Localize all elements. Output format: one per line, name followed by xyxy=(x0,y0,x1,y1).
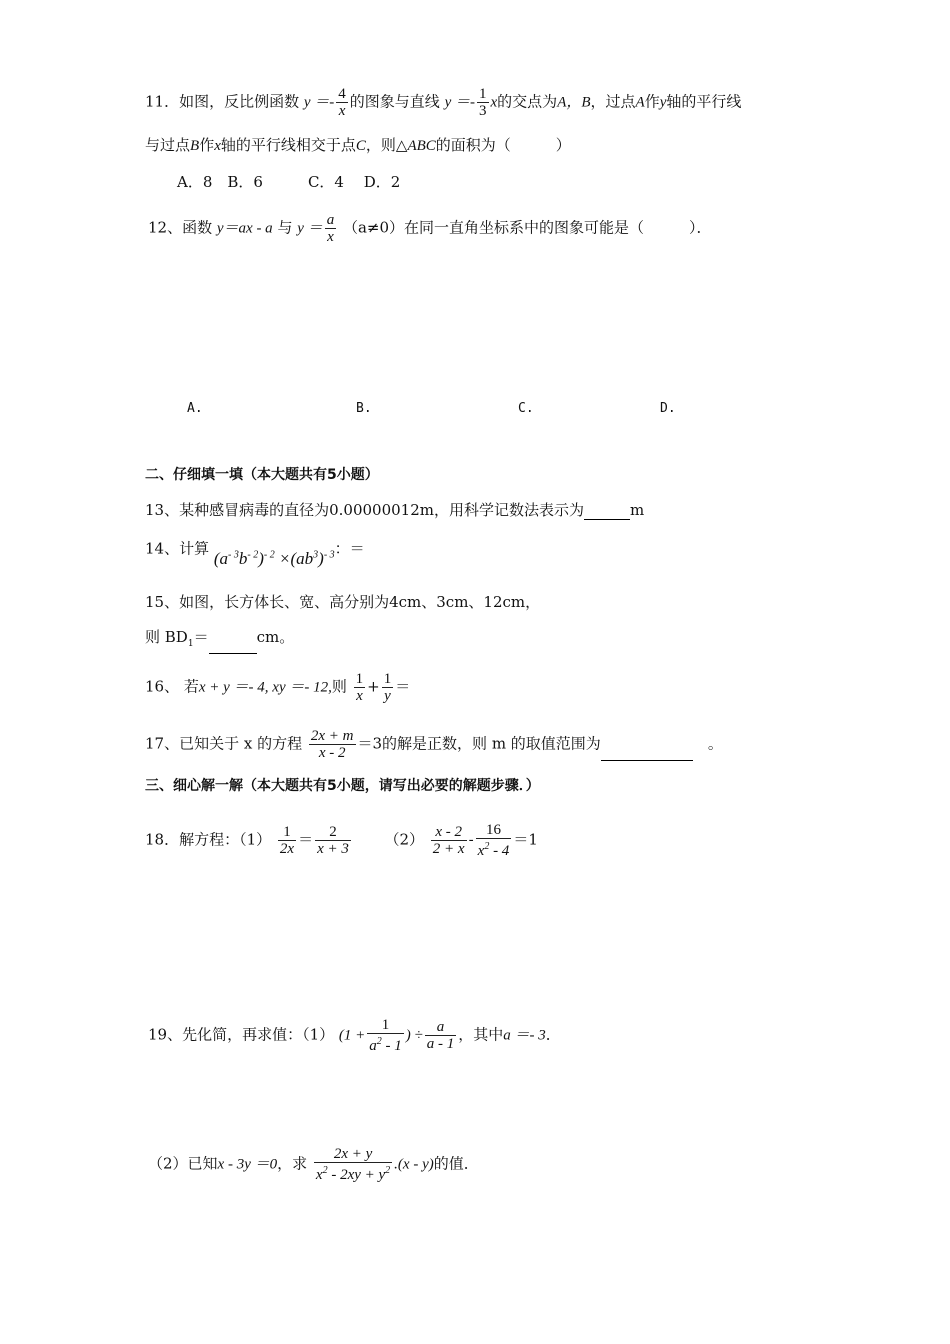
fraction-2x-plus-m-over-x-minus-2: $\frac{2x + m}{x - 2}$ xyxy=(310,728,354,761)
fraction-a-over-a-minus-1: $\frac{a}{a - 1}$ xyxy=(426,1019,455,1052)
q19b-line: （2）已知x - 3y ＝0，求 $\frac{2x + y}{x^2 - 2xy + y^2}$ .(x - y)的值． xyxy=(148,1146,479,1183)
fraction-1-over-x: $\frac{1}{x}$ xyxy=(355,671,364,704)
q15-line2: 则 $BD_1=$ cm。 xyxy=(145,627,294,654)
q14-line: 14、计算 $(a^{- 3}b^{- 2})^{- 2} \times(ab^3)^{- 3}$：＝ xyxy=(145,539,365,568)
formula-inverse: y ＝- xyxy=(303,94,335,111)
q12-option-d: D. xyxy=(660,401,676,416)
q11-line2: 与过点B作x轴的平行线相交于点C，则△ABC的面积为（ ） xyxy=(145,136,571,154)
q12-option-b: B. xyxy=(356,401,372,416)
fraction-2-over-x-plus-3: $\frac{2}{x + 3}$ xyxy=(317,824,349,857)
section-3-heading: 三、细心解一解（本大题共有5小题，请写出必要的解题步骤．） xyxy=(145,778,540,794)
q13-answer-blank[interactable] xyxy=(584,519,630,520)
fraction-x-minus-2-over-2-plus-x: $\frac{x - 2}{2 + x}$ xyxy=(432,824,465,857)
fraction-16-over-x2-minus-4: $\frac{16}{x^2 - 4}$ xyxy=(477,822,510,859)
fraction-2x-plus-y-over-square: $\frac{2x + y}{x^2 - 2xy + y^2}$ xyxy=(315,1146,391,1183)
fraction-1-over-a2-minus-1: $\frac{1}{a^2 - 1}$ xyxy=(369,1017,402,1054)
fraction-1-over-3: $\frac{1}{3}$ xyxy=(479,86,487,119)
q16-line: 16、 若x + y ＝- 4, xy ＝- 12,则 $\frac{1}{x}$ + $\frac{1}{y}$ ＝ xyxy=(145,671,411,704)
q12-option-a: A. xyxy=(187,401,203,416)
q19-line: 19、先化简，再求值：（1） (1 + $\frac{1}{a^2 - 1}$ ) ÷ $\frac{a}{a - 1}$ ，其中a ＝- 3． xyxy=(148,1017,561,1054)
section-2-heading: 二、仔细填一填（本大题共有5小题） xyxy=(145,467,379,483)
q14-expression: $(a^{- 3}b^{- 2})^{- 2} \times(ab^3)^{- 3}$ xyxy=(213,548,335,568)
q15-line1: 15、如图，长方体长、宽、高分别为4cm、3cm、12cm， xyxy=(145,593,541,611)
q18-line: 18．解方程：（1） $\frac{1}{2x}$ ＝ $\frac{2}{x + 3}$ （2） $\frac{x - 2}{2 + x}$ - $\frac{16}{x^2 - 4}$ ＝1 xyxy=(145,822,538,859)
q15-answer-blank[interactable] xyxy=(209,653,257,654)
fraction-1-over-y: $\frac{1}{y}$ xyxy=(383,671,392,704)
fraction-4-over-x: $\frac{4}{x}$ xyxy=(338,86,346,119)
q11-line1: 11．如图，反比例函数 y ＝- $\frac{4}{x}$ 的图象与直线 y ＝- $\frac{1}{3}$ x的交点为A，B，过点A作y轴的平行线 xyxy=(145,86,742,119)
q13-line: 13、某种感冒病毒的直径为0.00000012m，用科学记数法表示为 m xyxy=(145,501,645,519)
fraction-a-over-x: $\frac{a}{x}$ xyxy=(326,212,335,245)
fraction-1-over-2x: $\frac{1}{2x}$ xyxy=(279,824,295,857)
q17-answer-blank[interactable] xyxy=(601,760,693,761)
q12-option-c: C. xyxy=(518,401,534,416)
q17-line: 17、已知关于 x 的方程 $\frac{2x + m}{x - 2}$ ＝3的解是正数，则 m 的取值范围为 。 xyxy=(145,728,723,761)
q12-line: 12、函数 y＝ax - a 与 y ＝ $\frac{a}{x}$ （a≠0）在同一直角坐标系中的图象可能是（ ）． xyxy=(148,212,712,245)
q11-options: A．8 B．6 C．4 D．2 xyxy=(177,173,401,191)
